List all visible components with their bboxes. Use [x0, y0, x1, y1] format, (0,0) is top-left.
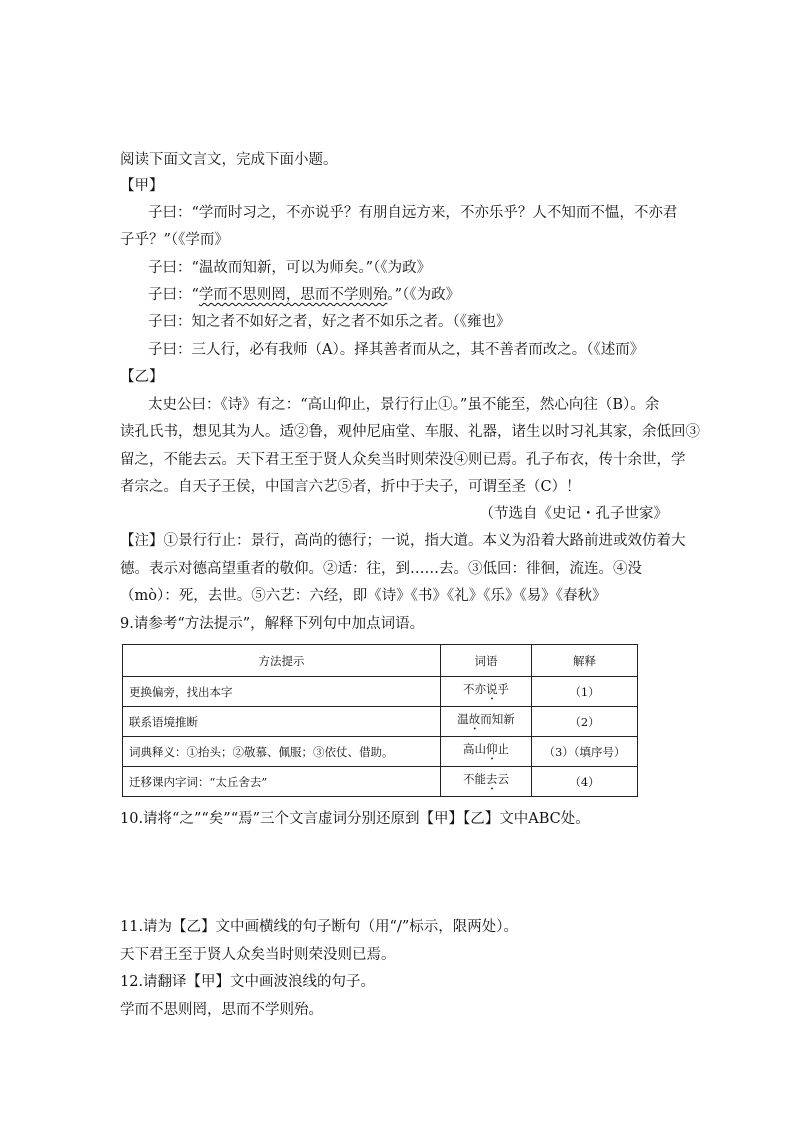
question-9: 9.请参考“方法提示”，解释下列句中加点词语。	[120, 616, 425, 632]
question-12-sentence: 学而不思则罔，思而不学则殆。	[120, 1002, 323, 1018]
dotted-word: 仰	[486, 741, 498, 756]
answer-cell: （1）	[532, 677, 638, 707]
method-cell: 联系语境推断	[123, 707, 441, 737]
word-pre: 不能	[463, 771, 486, 786]
notes-line2: 德。表示对德高望重者的敬仰。②适：往，到……去。③低回：徘徊，流连。④没	[120, 561, 642, 577]
jia-p5: 子曰：三人行，必有我师（A）。择其善者而从之，其不善者而改之。（《述而》	[148, 342, 645, 358]
intro-text: 阅读下面文言文，完成下面小题。	[120, 152, 338, 168]
answer-cell: （4）	[532, 767, 638, 797]
yi-line2: 读孔氏书，想见其为人。适②鲁，观仲尼庙堂、车服、礼器，诸生以时习礼其家，余低回③	[120, 424, 700, 440]
header-word: 词语	[441, 645, 532, 677]
table-row	[123, 707, 638, 737]
jia-p2: 子曰：“温故而知新，可以为师矣。”（《为政》	[148, 260, 432, 276]
word-cell	[441, 707, 532, 737]
table-row	[123, 677, 638, 707]
word-pre: 高山	[463, 741, 486, 756]
method-table	[122, 644, 638, 797]
word-cell	[441, 767, 532, 797]
answer-cell: （3）（填序号）	[532, 737, 638, 767]
word-post: 乎	[497, 681, 509, 696]
table-row	[123, 737, 638, 767]
word-pre: 不亦	[463, 681, 486, 696]
notes-line1: 【注】①景行行止：景行，高尚的德行；一说，指大道。本义为沿着大路前进或效仿着大	[120, 533, 686, 549]
word-pre: 温	[457, 711, 469, 726]
header-method: 方法提示	[123, 645, 441, 677]
jia-p3-prefix: 子曰：“	[148, 287, 199, 303]
jia-p3-suffix: 。”（《为政》	[387, 287, 461, 303]
jia-p1-line2: 子乎？”（《学而》	[120, 232, 229, 248]
yi-label: 【乙】	[120, 369, 164, 385]
word-cell	[441, 737, 532, 767]
word-cell	[441, 677, 532, 707]
word-post: 而知新	[480, 711, 515, 726]
yi-source: （节选自《史记・孔子世家》	[479, 506, 668, 522]
dotted-word: 去	[486, 771, 498, 786]
dotted-word: 说	[486, 681, 498, 696]
table-row	[123, 767, 638, 797]
jia-p4: 子曰：知之者不如好之者，好之者不如乐之者。（《雍也》	[148, 314, 511, 330]
header-explanation: 解释	[532, 645, 638, 677]
table-header-row	[123, 645, 638, 677]
answer-cell: （2）	[532, 707, 638, 737]
question-10: 10.请将“之”“矣”“焉”三个文言虚词分别还原到【甲】【乙】文中ABC处。	[120, 811, 590, 827]
method-cell: 更换偏旁，找出本字	[123, 677, 441, 707]
word-post: 云	[497, 771, 509, 786]
yi-line4: 者宗之。自天子王侯，中国言六艺⑤者，折中于夫子，可谓至圣（C）！	[120, 479, 581, 495]
question-12: 12.请翻译【甲】文中画波浪线的句子。	[120, 974, 376, 990]
wavy-underlined-sentence: 学而不思则罔，思而不学则殆	[198, 287, 388, 303]
notes-line3: （mò）：死，去世。⑤六艺：六经，即《诗》《书》《礼》《乐》《易》《春秋》	[120, 588, 607, 604]
dotted-word: 故	[468, 711, 481, 726]
jia-p3	[148, 285, 460, 305]
question-11: 11.请为【乙】文中画横线的句子断句（用“/”标示，限两处）。	[120, 919, 519, 935]
method-cell: 迁移课内字词：“太丘舍去”	[123, 767, 441, 797]
jia-p1-line1: 子曰：“学而时习之，不亦说乎？有朋自远方来，不亦乐乎？人不知而不愠，不亦君	[148, 205, 678, 221]
question-11-sentence: 天下君王至于贤人众矣当时则荣没则已焉。	[120, 947, 396, 963]
word-post: 止	[497, 741, 509, 756]
method-cell: 词典释义：①抬头；②敬慕、佩服；③依仗、借助。	[123, 737, 441, 767]
yi-line3: 留之，不能去云。天下君王至于贤人众矣当时则荣没④则已焉。孔子布衣，传十余世，学	[120, 452, 686, 468]
yi-line1: 太史公曰：《诗》有之：“高山仰止，景行行止①。”虽不能至，然心向往（B）。余	[148, 397, 660, 413]
jia-label: 【甲】	[120, 178, 164, 194]
